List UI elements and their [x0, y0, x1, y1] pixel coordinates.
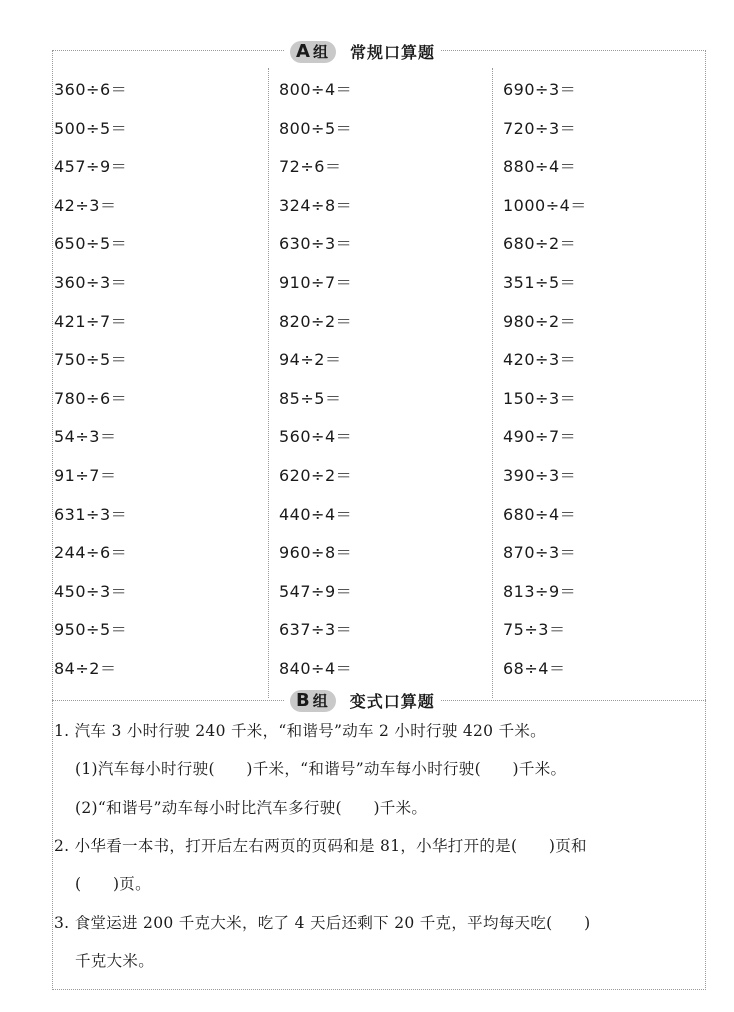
equation-item: 457÷9＝ — [54, 157, 128, 177]
equation-item: 94÷2＝ — [279, 350, 342, 370]
equation-item: 150÷3＝ — [503, 388, 577, 408]
equation-item: 800÷4＝ — [279, 80, 353, 99]
section-a-badge-text: 组 — [312, 43, 328, 61]
equation-item: 820÷2＝ — [279, 311, 353, 331]
equation-item: 440÷4＝ — [279, 504, 353, 524]
column-divider-1 — [268, 68, 269, 698]
equation-item: 324÷8＝ — [279, 195, 353, 215]
equation-item: 450÷3＝ — [54, 581, 128, 601]
equation-item: 960÷8＝ — [279, 543, 353, 563]
equation-item: 720÷3＝ — [503, 118, 577, 138]
equation-item: 680÷4＝ — [503, 504, 577, 524]
equation-item: 750÷5＝ — [54, 350, 128, 370]
equation-item: 68÷4＝ — [503, 659, 566, 678]
equation-item: 85÷5＝ — [279, 388, 342, 408]
problem-1-part-2: (2)“和谐号”动车每小时比汽车多行驶( )千米。 — [75, 799, 428, 817]
equation-item: 780÷6＝ — [54, 388, 128, 408]
equation-item: 500÷5＝ — [54, 118, 128, 138]
equation-item: 560÷4＝ — [279, 427, 353, 447]
equation-item: 630÷3＝ — [279, 234, 353, 254]
equation-item: 680÷2＝ — [503, 234, 577, 254]
equation-item: 91÷7＝ — [54, 466, 117, 485]
problem-1: 1. 汽车 3 小时行驶 240 千米，“和谐号”动车 2 小时行驶 420 千米。 — [54, 722, 546, 740]
equation-item: 72÷6＝ — [279, 157, 342, 177]
problem-3-continued: 千克大米。 — [75, 952, 155, 970]
section-b-heading — [284, 689, 441, 712]
equation-item: 244÷6＝ — [54, 543, 128, 563]
equation-item: 950÷5＝ — [54, 620, 128, 640]
equation-item: 42÷3＝ — [54, 195, 117, 215]
equation-item: 390÷3＝ — [503, 466, 577, 485]
equation-item: 84÷2＝ — [54, 659, 117, 678]
equation-item: 980÷2＝ — [503, 311, 577, 331]
equation-item: 620÷2＝ — [279, 466, 353, 485]
equation-item: 360÷3＝ — [54, 273, 128, 292]
equation-item: 650÷5＝ — [54, 234, 128, 254]
equation-item: 54÷3＝ — [54, 427, 117, 447]
equation-item: 420÷3＝ — [503, 350, 577, 370]
equation-item: 840÷4＝ — [279, 659, 353, 678]
section-a-heading — [284, 40, 441, 63]
section-b-badge — [290, 690, 336, 712]
equation-item: 910÷7＝ — [279, 273, 353, 292]
section-b-badge-letter: B — [296, 690, 310, 711]
equation-item: 870÷3＝ — [503, 543, 577, 563]
equation-item: 490÷7＝ — [503, 427, 577, 447]
equation-item: 351÷5＝ — [503, 273, 577, 292]
problem-2: 2. 小华看一本书，打开后左右两页的页码和是 81，小华打开的是( )页和 — [54, 837, 587, 855]
equation-item: 75÷3＝ — [503, 620, 566, 640]
problem-1-part-1: (1)汽车每小时行驶( )千米，“和谐号”动车每小时行驶( )千米。 — [75, 760, 567, 778]
section-a-badge-letter: A — [296, 41, 310, 62]
equation-item: 637÷3＝ — [279, 620, 353, 640]
equation-item: 880÷4＝ — [503, 157, 577, 177]
section-a-title: 常规口算题 — [349, 43, 435, 62]
problem-3: 3. 食堂运进 200 千克大米，吃了 4 天后还剩下 20 千克，平均每天吃( ) — [54, 914, 591, 932]
equation-item: 360÷6＝ — [54, 80, 128, 99]
problem-2-continued: ( )页。 — [75, 875, 151, 893]
equation-item: 421÷7＝ — [54, 311, 128, 331]
section-a-badge — [290, 41, 336, 63]
equation-item: 800÷5＝ — [279, 118, 353, 138]
equation-item: 1000÷4＝ — [503, 195, 587, 215]
section-b-title: 变式口算题 — [349, 692, 435, 711]
equation-item: 690÷3＝ — [503, 80, 577, 99]
equation-item: 631÷3＝ — [54, 504, 128, 524]
column-divider-2 — [492, 68, 493, 698]
equation-item: 813÷9＝ — [503, 581, 577, 601]
section-b-badge-text: 组 — [312, 692, 328, 710]
equation-item: 547÷9＝ — [279, 581, 353, 601]
